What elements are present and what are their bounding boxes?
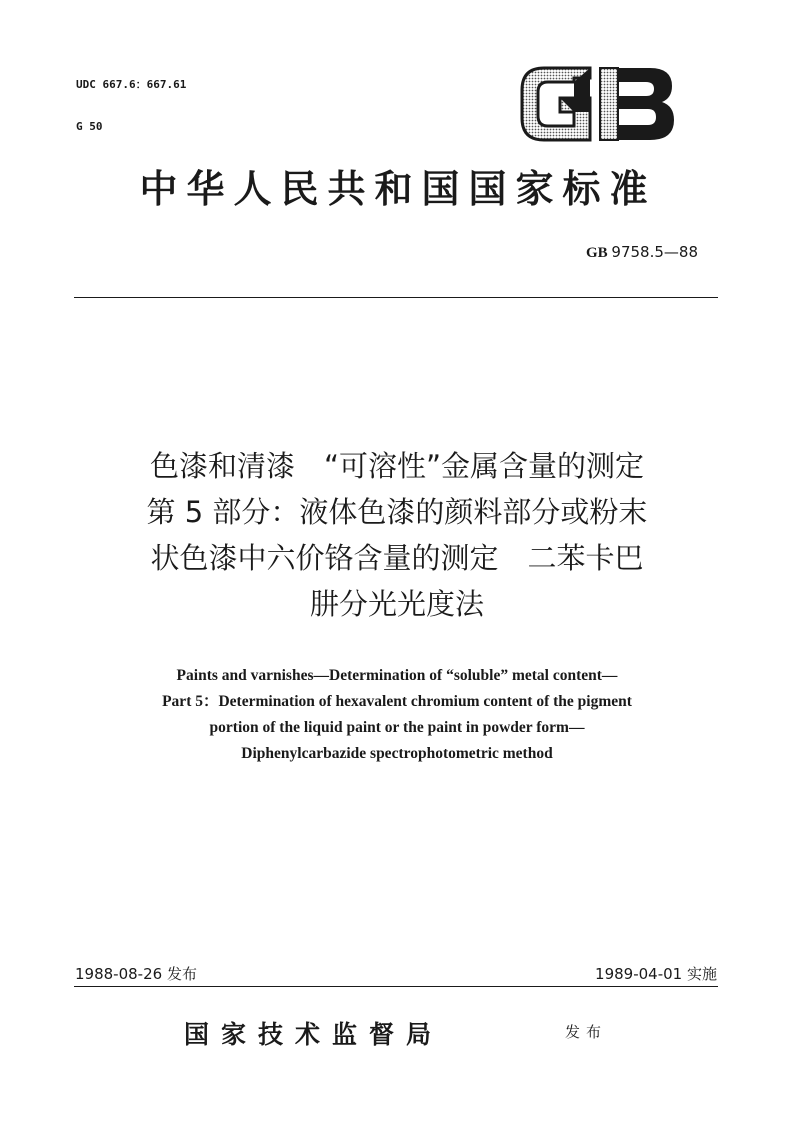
chinese-title bbox=[60, 443, 734, 627]
issue-date: 1988-08-26 发布 bbox=[75, 965, 197, 983]
english-title-line: Paints and varnishes—Determination of “soluble” metal content— bbox=[176, 667, 618, 684]
standard-number bbox=[586, 243, 698, 262]
chinese-title-line: 肼分光光度法 bbox=[309, 587, 484, 621]
implementation-date: 1989-04-01 实施 bbox=[595, 965, 717, 983]
category-code: G 50 bbox=[76, 120, 103, 133]
top-divider bbox=[74, 297, 718, 298]
issue-label: 发布 bbox=[565, 1023, 608, 1041]
english-title-line: Diphenylcarbazide spectrophotometric method bbox=[241, 745, 553, 762]
chinese-title-line: 第 5 部分：液体色漆的颜料部分或粉末 bbox=[146, 495, 648, 529]
bottom-divider bbox=[74, 986, 718, 987]
gb-logo-icon bbox=[516, 62, 678, 146]
english-title-line: portion of the liquid paint or the paint in powder form— bbox=[209, 719, 585, 736]
english-title bbox=[60, 663, 734, 767]
udc-code: UDC 667.6：667.61 bbox=[76, 78, 187, 91]
chinese-title-line: 色漆和清漆 “可溶性”金属含量的测定 bbox=[149, 449, 645, 483]
standard-prefix: GB bbox=[585, 245, 608, 261]
english-title-line: Part 5：Determination of hexavalent chromium content of the pigment bbox=[162, 693, 632, 710]
classification-block bbox=[76, 50, 186, 148]
chinese-title-line: 状色漆中六价铬含量的测定 二苯卡巴 bbox=[150, 541, 644, 575]
standard-code: 9758.5—88 bbox=[611, 243, 698, 261]
issuing-authority: 国家技术监督局 bbox=[184, 1020, 444, 1049]
national-standard-heading: 中华人民共和国国家标准 bbox=[139, 166, 657, 211]
